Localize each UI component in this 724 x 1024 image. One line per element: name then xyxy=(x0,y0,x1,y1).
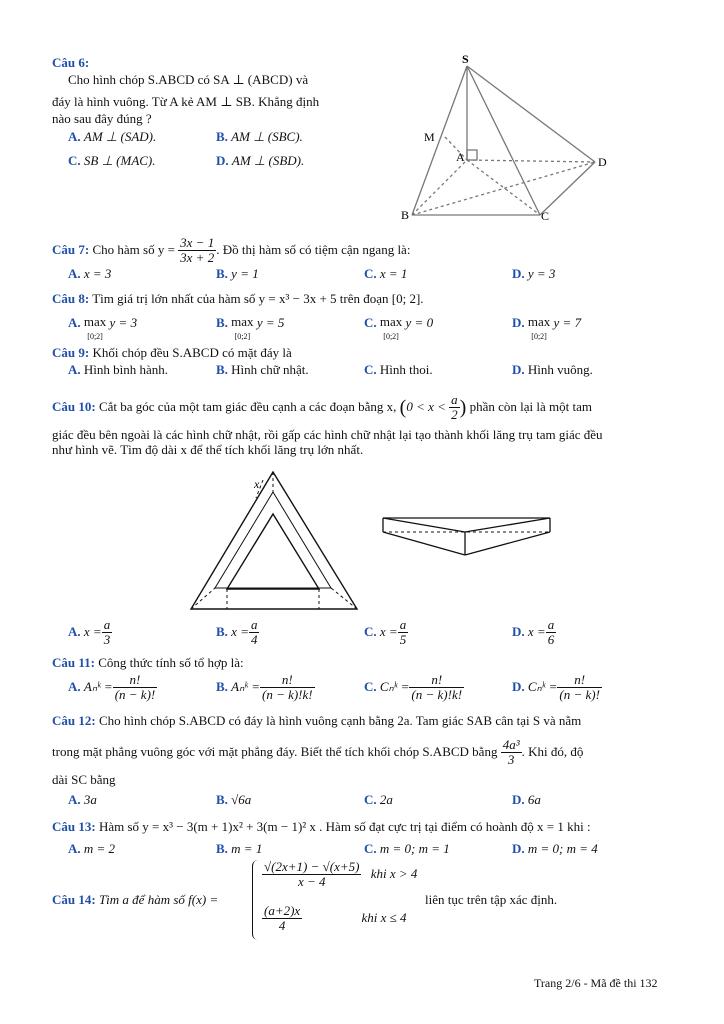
q9-option-d[interactable]: D. Hình vuông. xyxy=(512,362,593,377)
label-m: M xyxy=(424,130,435,144)
q9-option-b[interactable]: B. Hình chữ nhật. xyxy=(216,362,309,377)
q14-case2: $\frac{(a+2)x}{4}$ khi x ≤ 4 xyxy=(264,903,407,934)
q8-option-b[interactable]: B. max [0;2] y = 5 xyxy=(216,314,285,341)
q10-option-a[interactable]: A. x = $\frac{a}{3}$ xyxy=(68,617,111,648)
q12-stem-line2: trong mặt phẳng vuông góc với mặt phẳng đáy. Biết thể tích khối chóp S.ABCD bằng $\frac{\text{4a³}}{3}$ . Khi đó, độ xyxy=(52,737,584,768)
q10-prism-figure xyxy=(380,510,555,566)
q12-option-a[interactable]: A. 3a xyxy=(68,792,97,807)
q14-stem-after: liên tục trên tập xác định. xyxy=(425,892,558,907)
q13-option-d[interactable]: D. m = 0; m = 4 xyxy=(512,841,598,856)
q9-option-c[interactable]: C. Hình thoi. xyxy=(364,362,433,377)
label-c: C xyxy=(541,209,550,223)
q12-option-b[interactable]: B. √6a xyxy=(216,792,252,807)
q7-option-c[interactable]: C. x = 1 xyxy=(364,266,408,281)
label-s: S xyxy=(462,52,469,66)
q9-stem: Câu 9: Khối chóp đều S.ABCD có mặt đáy là xyxy=(52,345,292,360)
q6-option-c[interactable]: C. SB ⊥ (MAC). xyxy=(68,153,156,168)
q11-stem: Câu 11: Công thức tính số tổ hợp là: xyxy=(52,655,244,670)
q6-option-b[interactable]: B. AM ⊥ (SBC). xyxy=(216,129,303,144)
q8-option-a[interactable]: A. max [0;2] y = 3 xyxy=(68,314,138,341)
label-d: D xyxy=(598,155,607,169)
q14-stem: Câu 14: Tìm a để hàm số f(x) = xyxy=(52,892,219,907)
label-b: B xyxy=(401,208,410,222)
q6-text-line1: Cho hình chóp S.ABCD có SA ⊥ (ABCD) và xyxy=(68,72,309,87)
q8-option-d[interactable]: D. max [0;2] y = 7 xyxy=(512,314,582,341)
q14-brace xyxy=(252,860,259,940)
q12-stem-line3: dài SC bằng xyxy=(52,772,116,787)
q6-option-d[interactable]: D. AM ⊥ (SBD). xyxy=(216,153,305,168)
q7-option-d[interactable]: D. y = 3 xyxy=(512,266,556,281)
q10-stem-line3: như hình vẽ. Tìm độ dài x để thể tích khối lăng trụ lớn nhất. xyxy=(52,442,364,457)
page-footer: Trang 2/6 - Mã đề thi 132 xyxy=(534,976,658,990)
q10-stem-line1: Câu 10: Cắt ba góc của một tam giác đều cạnh a các đoạn bằng x, (0 < x < $\frac{a}{2}$ ) phần còn lại là một tam xyxy=(52,392,592,423)
q9-option-a[interactable]: A. Hình bình hành. xyxy=(68,362,169,377)
q12-option-d[interactable]: D. 6a xyxy=(512,792,541,807)
q11-option-c[interactable]: C. Cₙᵏ = $\frac{n!}{(n - k)!k!}$ xyxy=(364,672,463,703)
q11-option-d[interactable]: D. Cₙᵏ = $\frac{n!}{(n - k)!}$ xyxy=(512,672,600,703)
q6-text-line3: nào sau đây đúng ? xyxy=(52,111,152,126)
q7-stem: Câu 7: Cho hàm số y = $\frac{3x - 1}{3x + 2}$ . Đồ thị hàm số có tiệm cận ngang là: xyxy=(52,235,411,266)
q10-stem-line2: giác đều bên ngoài là các hình chữ nhật, rồi gấp các hình chữ nhật lại tạo thành khối lăng trụ tam giác đều xyxy=(52,427,603,442)
q11-option-a[interactable]: A. Aₙᵏ = $\frac{n!}{(n - k)!}$ xyxy=(68,672,156,703)
q12-option-c[interactable]: C. 2a xyxy=(364,792,393,807)
q7-option-b[interactable]: B. y = 1 xyxy=(216,266,259,281)
q10-option-b[interactable]: B. x = $\frac{a}{4}$ xyxy=(216,617,258,648)
q10-option-c[interactable]: C. x = $\frac{a}{5}$ xyxy=(364,617,407,648)
q6-pyramid-figure xyxy=(395,50,620,230)
q6-label: Câu 6: xyxy=(52,55,90,70)
q14-case1: $\frac{√(2x+1) - √(x+5)}{x - 4}$ khi x > 4 xyxy=(264,859,418,890)
q6-text-line2: đáy là hình vuông. Từ A kẻ AM ⊥ SB. Khẳng định xyxy=(52,94,320,109)
q7-option-a[interactable]: A. x = 3 xyxy=(68,266,112,281)
q10-triangle-figure xyxy=(188,468,363,616)
q11-option-b[interactable]: B. Aₙᵏ = $\frac{n!}{(n - k)!k!}$ xyxy=(216,672,313,703)
q8-stem: Câu 8: Tìm giá trị lớn nhất của hàm số y = x³ − 3x + 5 trên đoạn [0; 2]. xyxy=(52,291,424,306)
q13-option-c[interactable]: C. m = 0; m = 1 xyxy=(364,841,450,856)
q12-stem-line1: Câu 12: Cho hình chóp S.ABCD có đáy là hình vuông cạnh bằng 2a. Tam giác SAB cân tại S và nằm xyxy=(52,713,582,728)
label-a: A xyxy=(456,150,465,164)
q6-option-a[interactable]: A. AM ⊥ (SAD). xyxy=(68,129,157,144)
q13-option-b[interactable]: B. m = 1 xyxy=(216,841,263,856)
q10-option-d[interactable]: D. x = $\frac{a}{6}$ xyxy=(512,617,555,648)
label-x: x xyxy=(254,477,260,491)
q13-stem: Câu 13: Hàm số y = x³ − 3(m + 1)x² + 3(m − 1)² x . Hàm số đạt cực trị tại điểm có hoành độ x = 1 khi : xyxy=(52,819,591,834)
q13-option-a[interactable]: A. m = 2 xyxy=(68,841,116,856)
q8-option-c[interactable]: C. max [0;2] y = 0 xyxy=(364,314,434,341)
